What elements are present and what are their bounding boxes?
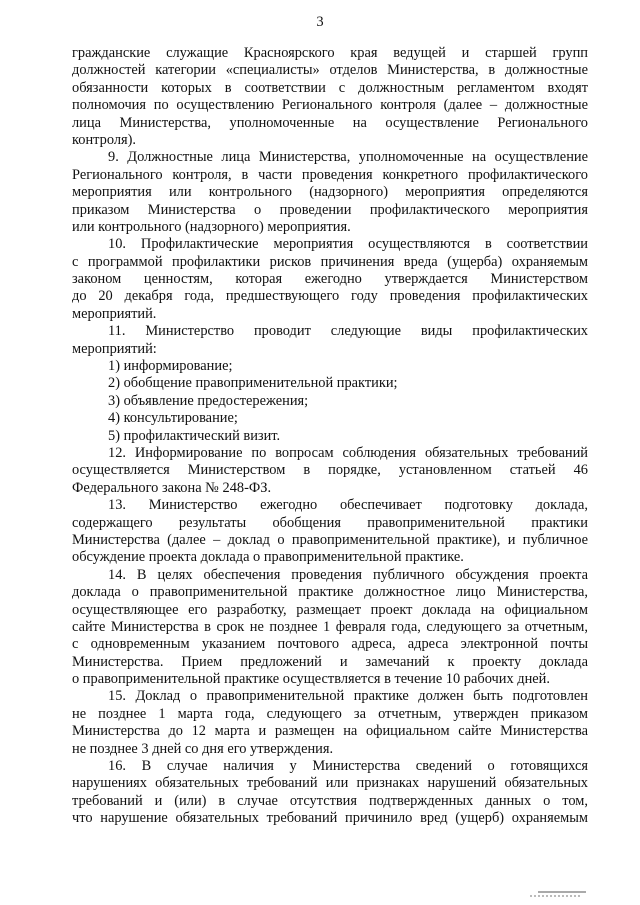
text-line: требований и (или) в случае отсутствия подтвержденных данных о том, xyxy=(72,792,588,809)
text-line: 13. Министерство ежегодно обеспечивает подготовку доклада, xyxy=(108,497,588,514)
text-line: что нарушение обязательных требований причинило вред (ущерб) охраняемым xyxy=(72,810,588,827)
text-line: 2) обобщение правоприменительной практики; xyxy=(108,375,398,392)
text-line: Регионального контроля, в части проведения конкретного профилактического xyxy=(72,166,588,183)
text-line: обсуждение проекта доклада о правоприменительной практике. xyxy=(72,549,464,566)
text-line: с программой профилактики рисков причинения вреда (ущерба) охраняемым xyxy=(72,253,588,270)
text-line: 12. Информирование по вопросам соблюдения обязательных требований xyxy=(108,444,588,461)
text-line: до 20 декабря года, предшествующего году проведения профилактических xyxy=(72,288,588,305)
text-line: нарушениях обязательных требований или признаках нарушений обязательных xyxy=(72,775,588,792)
text-line: Министерства (далее – доклад о правоприменительной практике), и публичное xyxy=(72,531,588,548)
text-line: лица Министерства, уполномоченные на осуществление Регионального xyxy=(72,114,588,131)
text-line: полномочия по осуществлению Регионального контроля (далее – должностные xyxy=(72,97,588,114)
text-line: 16. В случае наличия у Министерства сведений о готовящихся xyxy=(108,758,588,775)
text-line: законом ценностям, которая ежегодно утверждается Министерством xyxy=(72,271,588,288)
text-line: осуществляется Министерством в порядке, установленном статьей 46 xyxy=(72,462,588,479)
document-body xyxy=(72,45,588,828)
text-line: мероприятий. xyxy=(72,305,157,322)
text-line: контроля). xyxy=(72,131,137,148)
text-line: Министерства. Прием предложений и замечаний к проекту доклада xyxy=(72,653,588,670)
text-line: 3) объявление предостережения; xyxy=(108,392,309,409)
text-line: 14. В целях обеспечения проведения публичного обсуждения проекта xyxy=(108,566,588,583)
text-line: приказом Министерства о проведении профилактического мероприятия xyxy=(72,201,588,218)
page-number: 3 xyxy=(316,14,324,30)
text-line: или контрольного (надзорного) мероприятия. xyxy=(72,218,351,235)
text-line: обязанности которых в соответствии с должностным регламентом входят xyxy=(72,79,588,96)
text-line: с одновременным указанием почтового адреса, адреса электронной почты xyxy=(72,636,588,653)
text-line: 15. Доклад о правоприменительной практике должен быть подготовлен xyxy=(108,688,588,705)
text-line: 5) профилактический визит. xyxy=(108,427,281,444)
text-line: 9. Должностные лица Министерства, уполномоченные на осуществление xyxy=(108,149,588,166)
text-line: мероприятия или контрольного (надзорного) мероприятия определяются xyxy=(72,184,588,201)
text-line: Министерства до 12 марта и размещен на официальном сайте Министерства xyxy=(72,723,588,740)
text-line: гражданские служащие Красноярского края ведущей и старшей групп xyxy=(72,45,588,61)
text-line: не позднее 1 марта года, следующего за отчетным, утвержден приказом xyxy=(72,705,588,722)
text-line: осуществляющее его разработку, размещает проект доклада на официальном xyxy=(72,601,588,618)
text-line: не позднее 3 дней со дня его утверждения. xyxy=(72,740,334,757)
text-line: о правоприменительной практике осуществляется в течение 10 рабочих дней. xyxy=(72,671,550,688)
text-line: доклада о правоприменительной практике должностное лицо Министерства, xyxy=(72,584,588,601)
text-line: мероприятий: xyxy=(72,340,157,357)
text-line: сайте Министерства в срок не позднее 1 февраля года, следующего за отчетным, xyxy=(72,618,588,635)
text-line: содержащего результаты обобщения правоприменительной практики xyxy=(72,514,588,531)
text-line: 4) консультирование; xyxy=(108,410,238,427)
text-line: Федерального закона № 248-ФЗ. xyxy=(72,479,272,496)
text-line: должностей категории «специалисты» отделов Министерства, в должностные xyxy=(72,62,588,79)
scan-artifact-mark xyxy=(530,890,586,898)
text-line: 11. Министерство проводит следующие виды профилактических xyxy=(108,323,588,340)
text-line: 10. Профилактические мероприятия осуществляются в соответствии xyxy=(108,236,588,253)
text-line: 1) информирование; xyxy=(108,358,233,375)
